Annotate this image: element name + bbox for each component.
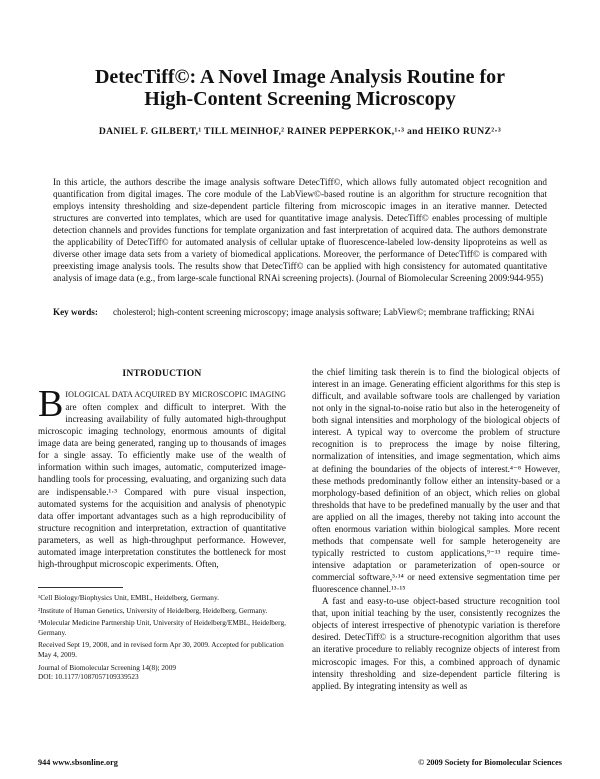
footer-copyright: © 2009 Society for Biomolecular Sciences [418,758,562,767]
title-line-2: High-Content Screening Microscopy [144,88,456,110]
right-paragraph-2: A fast and easy-to-use object-based structure recognition tool that, upon initial teaching by the user, consistently recognizes the objects of interest irrespective of phenotypic variation is therefore desired. DetecTiff© is a structure-recognition algorithm that uses an iterative procedure to reliably recognize objects of interest from microscopic images. For this, a combined approach of dynamic intensity thresholding and size-dependent particle filtering is applied. By integrating intensity as well as [312,596,560,691]
footnote-rule [38,587,123,588]
abstract: In this article, the authors describe the image analysis software DetecTiff©, which allows fully automated object recognition and quantification from digital images. The core module of the LabView©-based routine is an algorithm for structure recognition that employs intensity thresholding and size-dependent particle filtering from microscopic images in an iterative manner. Detected structures are converted into templates, which are used for quantitative image analysis. DetecTiff© enables processing of multiple detection channels and provides functions for template organization and fast interpretation of acquired data. The authors demonstrate the applicability of DetecTiff© for automated analysis of cellular uptake of fluorescence-labeled low-density lipoproteins as well as diverse other image data sets from a variety of biomedical applications. Moreover, the performance of DetecTiff© is compared with preexisting image analysis tools. The results show that DetecTiff© can be applied with high consistency for automated quantitative analysis of image data (e.g., from large-scale functional RNAi screening projects). (Journal of Biomolecular Screening 2009:944-955) [53,177,547,284]
author-list: DANIEL F. GILBERT,¹ TILL MEINHOF,² RAINER PEPPERKOK,¹·³ and HEIKO RUNZ²·³ [98,126,502,137]
journal-citation: Journal of Biomolecular Screening 14(8); 2009 [38,662,176,672]
section-heading-introduction: INTRODUCTION [122,368,202,379]
intro-paragraph-1 [38,383,286,570]
intro-paragraph-1-text: are often complex and difficult to interpret. With the increasing availability of fully automated high-throughput microscopic imaging technology, enormous amounts of digital image data are being generated, ranging up to thousands of images for a single assay. To efficiently make use of the wealth of information within such images, automatic, computerized image-handling tools for processing, evaluating, and organizing such data are indispensable.¹·³ Compared with pure visual inspection, automated systems for the acquisition and analysis of phenotypic data offer important advantages such as a high reproducibility of structure recognition and interpretation, extraction of quantitative parameters, as well as high-throughput performance. However, automated image interpretation constitutes the bottleneck for most high-throughput microscopic experiments. Often, [38,402,286,569]
left-column-body [38,383,286,570]
affiliation-1: ¹Cell Biology/Biophysics Unit, EMBL, Heidelberg, Germany. [38,593,219,602]
page-footer [38,758,562,767]
right-paragraph-1: the chief limiting task therein is to find the biological objects of interest in an image. Generating efficient algorithms for this step is difficult, and available software tools are challenged by variation not only in the signal-to-noise ratio but also in the heterogeneity of both signal intensities and morphology of the biological objects of interest. A typical way to overcome the problem of structure recognition is to preprocess the image by noise filtering, normalization of intensities, and image segmentation, which aims at defining the boundaries of the objects of interest.⁴⁻⁸ However, these methods predominantly follow either an intensity-based or a morphology-based definition of an object, which relies on global thresholds that have to be predefined manually by the user and that are applied on all the images, thereby not taking into account the often enormous variation within biological samples. More recent methods that compensate well for sample heterogeneity are typically restricted to custom applications,⁹⁻¹³ require time-intensive adaptation or parameterization of open-source or commercial software,³·¹⁴ or need extensive segmentation time per fluorescence channel.¹³·¹⁵ [312,367,560,595]
right-column-body [312,366,560,692]
affiliation-2: ²Institute of Human Genetics, University of Heidelberg, Heidelberg, Germany. [38,605,268,615]
paper-title [0,66,600,110]
keywords [53,306,547,318]
footnotes [38,593,286,685]
title-line-1: DetecTiff©: A Novel Image Analysis Routine for [94,66,506,88]
affiliation-3: ³Molecular Medicine Partnership Unit, University of Heidelberg/EMBL, Heidelberg, Germany. [38,618,286,637]
keywords-text: cholesterol; high-content screening microscopy; image analysis software; LabView©; membrane trafficking; RNAi [113,307,535,317]
drop-cap: B [38,383,64,425]
intro-smallcaps-lead: IOLOGICAL DATA ACQUIRED BY MICROSCOPIC IMAGING [65,390,286,399]
keywords-label: Key words: [53,307,98,317]
received-dates: Received Sept 19, 2008, and in revised form Apr 30, 2009. Accepted for publication May 4, 2009. [38,640,284,659]
footer-page-and-url: 944 www.sbsonline.org [38,758,118,767]
doi: DOI: 10.1177/1087057109339523 [38,672,139,682]
